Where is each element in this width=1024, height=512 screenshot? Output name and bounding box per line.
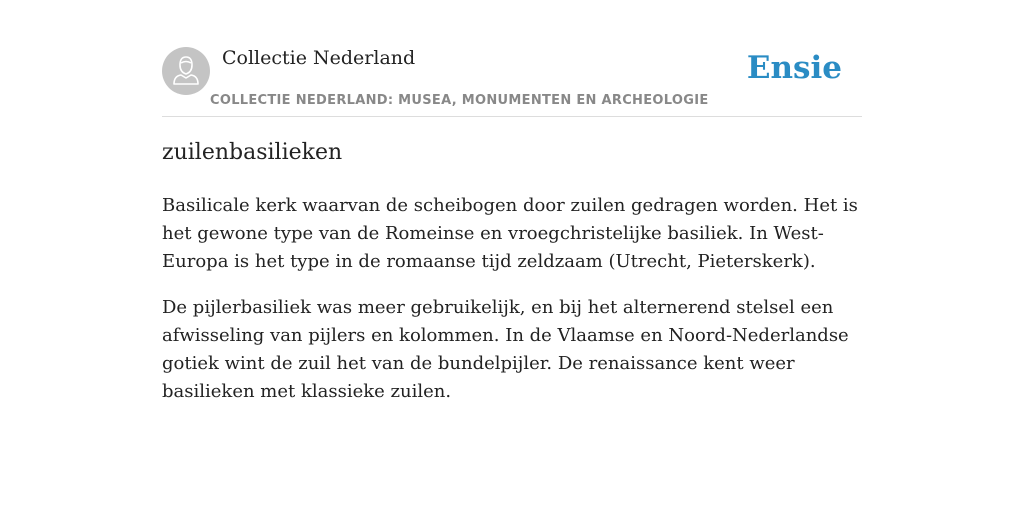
user-placeholder-icon [162, 47, 210, 95]
page-header [162, 44, 862, 117]
entry-body [162, 192, 862, 424]
entry-paragraph: De pijlerbasiliek was meer gebruikelijk, en bij het alternerend stelsel een afwisseling van pijlers en kolommen. In de Vlaamse en Noord-Nederlandse gotiek wint de zuil het van de bundelpijler. De renaissance kent weer basilieken met klassieke zuilen. [162, 297, 849, 402]
author-name-link[interactable]: Collectie Nederland [222, 47, 416, 69]
entry-paragraph: Basilicale kerk waarvan de scheibogen door zuilen gedragen worden. Het is het gewone type van de Romeinse en vroegchristelijke basiliek. In West-Europa is het type in de romaanse tijd zeldzaam (Utrecht, Pieterskerk). [162, 195, 858, 272]
author-avatar[interactable] [162, 47, 210, 95]
brand-logo[interactable]: Ensie [746, 50, 842, 86]
entry-title: zuilenbasilieken [162, 140, 343, 165]
source-subtitle-link[interactable]: COLLECTIE NEDERLAND: MUSEA, MONUMENTEN EN ARCHEOLOGIE [210, 93, 709, 108]
